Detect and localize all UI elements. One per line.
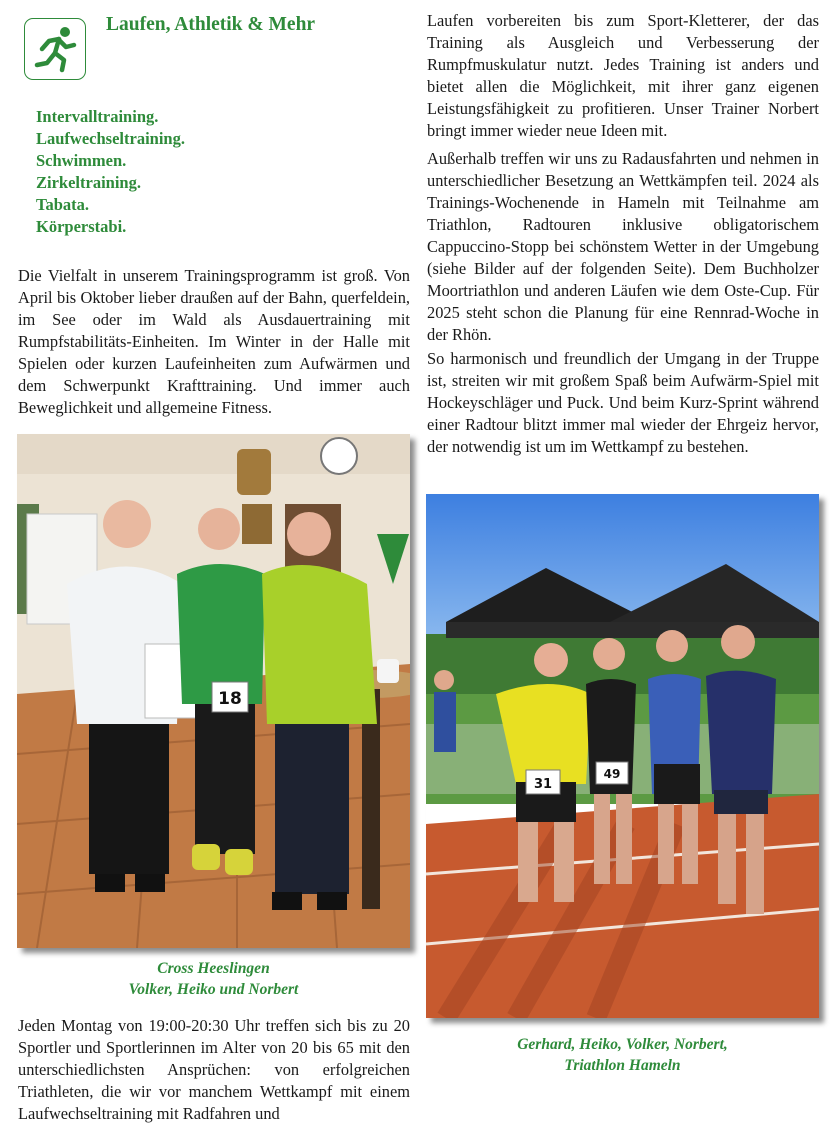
right-paragraph-3: So harmonisch und freundlich der Umgang in der Truppe ist, streiten wir mit großem Spaß beim Aufwärm-Spiel mit Hockeyschläger und Puck. Und beim Kurz-Sprint während einer Radtour blitzt immer mal wieder der Ehrgeiz hervor, der notwendig ist um im Wettkampf zu bestehen. [427, 349, 819, 456]
caption-line: Triathlon Hameln [564, 1057, 681, 1074]
schedule-paragraph: Jeden Montag von 19:00-20:30 Uhr treffen sich bis zu 20 Sportler und Sportlerinnen im Alter von 20 bis 65 mit den unterschiedlichsten Ansprüchen: von erfolgreichen Triathleten, die wir vor manchem Wettkampf mit einem Laufwechseltraining mit Radfahren und [18, 1016, 410, 1123]
training-list [36, 106, 185, 238]
page-title: Laufen, Athletik & Mehr [106, 14, 316, 35]
caption-line: Gerhard, Heiko, Volker, Norbert, [517, 1036, 728, 1053]
training-item: Schwimmen. [36, 151, 127, 170]
bib-number: 49 [603, 767, 621, 781]
photo-cross-heeslingen [17, 434, 410, 948]
training-item: Intervalltraining. [36, 107, 159, 126]
caption-triathlon-hameln [426, 1034, 819, 1076]
bib-number: 31 [533, 777, 553, 792]
right-paragraph-1: Laufen vorbereiten bis zum Sport-Kletterer, der das Training als Ausgleich und Verbesserung der Rumpfmuskulatur nutzt. Jedes Training ist anders und bietet allen die Möglichkeit, mit ihrer ganz eigenen Leistungsfähigkeit zu profitieren. Unser Trainer Norbert bringt immer wieder neue Ideen mit. [427, 11, 819, 140]
runner-logo-box [24, 18, 86, 80]
training-item: Laufwechseltraining. [36, 129, 185, 148]
caption-line: Cross Heeslingen [157, 960, 270, 977]
runner-icon [29, 23, 81, 75]
photo-triathlon-hameln [426, 494, 819, 1018]
training-item: Körperstabi. [36, 217, 127, 236]
bib-number: 18 [218, 689, 242, 709]
caption-cross-heeslingen [17, 958, 410, 1000]
training-item: Zirkeltraining. [36, 173, 141, 192]
intro-paragraph: Die Vielfalt in unserem Trainingsprogramm ist groß. Von April bis Oktober lieber draußen auf der Bahn, querfeldein, im See oder im Wald als Ausdauertraining mit Rumpfstabilitäts-Einheiten. Im Winter in der Halle mit Spielen oder kurzen Laufeinheiten zum Aufwärmen und dem Schwerpunkt Krafttraining. Und immer auch Beweglichkeit und allgemeine Fitness. [18, 266, 410, 417]
caption-line: Volker, Heiko und Norbert [128, 981, 299, 998]
right-paragraph-2: Außerhalb treffen wir uns zu Radausfahrten und nehmen in unterschiedlicher Besetzung an Wettkämpfen teil. 2024 als Trainings-Wochenende in Hameln mit Teilnahme am Triathlon, Radtouren inklusive obligatorischem Cappuccino-Stopp bei schönstem Wetter in der Umgebung (siehe Bilder auf der folgenden Seite). Dem Buchholzer Moortriathlon und anderen Läufen wie dem Oste-Cup. Für 2025 steht schon die Planung für eine Rennrad-Woche in der Rhön. [427, 149, 819, 344]
training-item: Tabata. [36, 195, 90, 214]
